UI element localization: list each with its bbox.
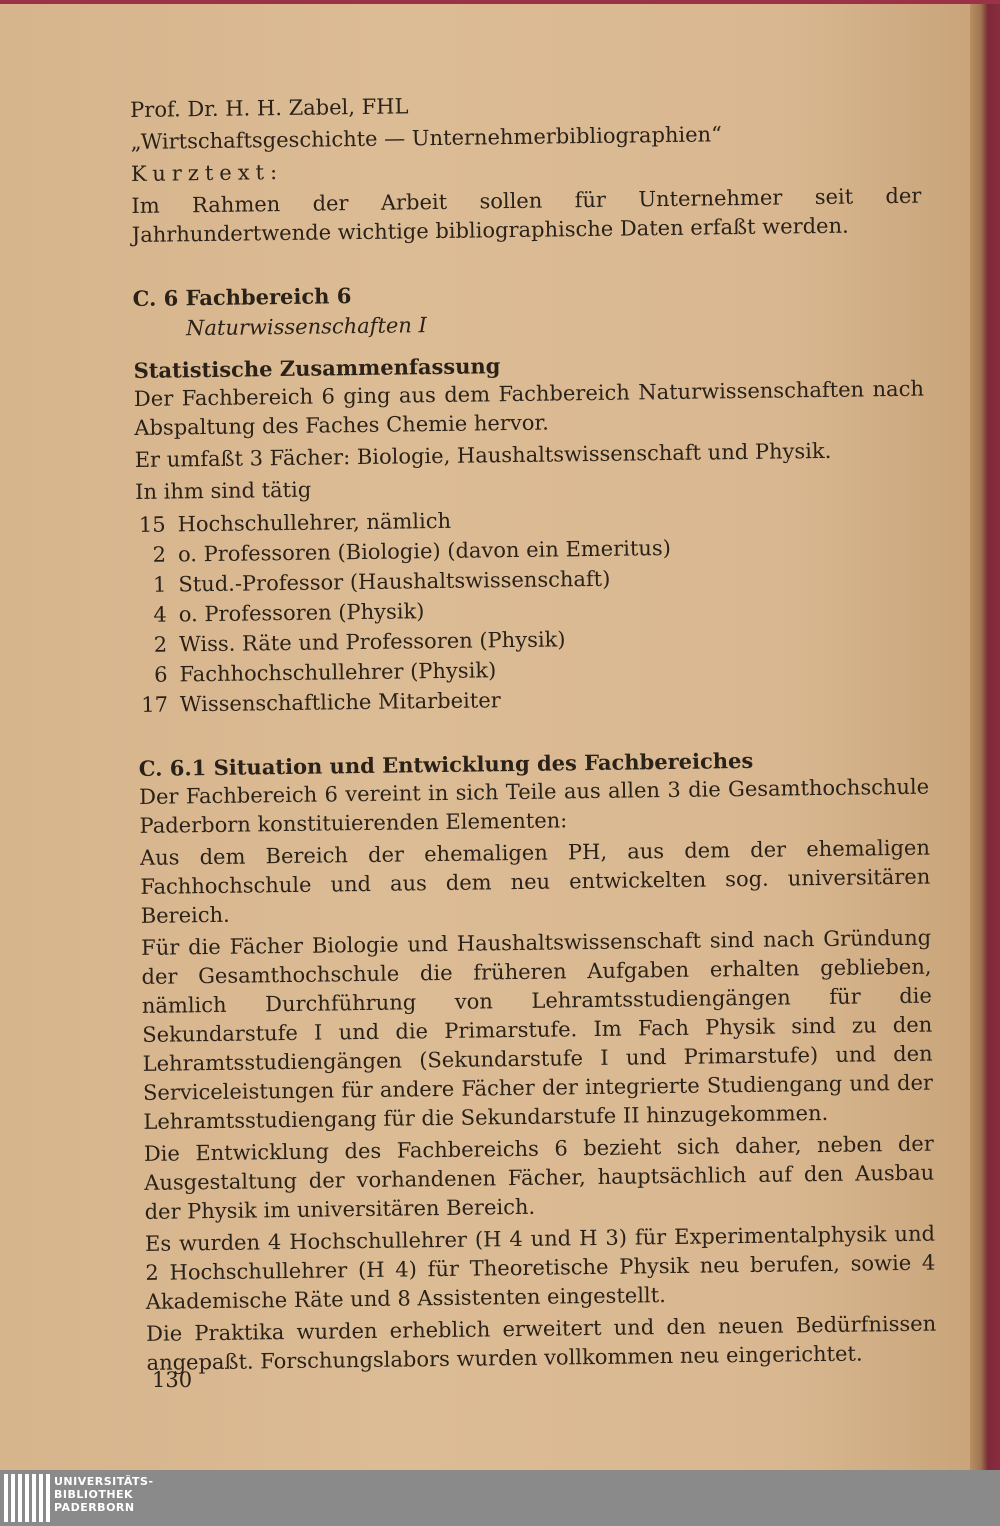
staff-list bbox=[135, 500, 928, 720]
staff-label: Wiss. Räte und Professoren (Physik) bbox=[179, 627, 566, 657]
staff-label: o. Professoren (Physik) bbox=[178, 599, 425, 627]
paragraph: Er umfaßt 3 Fächer: Biologie, Haushaltswissenschaft und Physik. bbox=[134, 438, 832, 472]
staff-label: Stud.-Professor (Haushaltswissenschaft) bbox=[178, 566, 611, 597]
staff-count: 17 bbox=[141, 692, 169, 717]
staff-count: 6 bbox=[154, 662, 168, 687]
stat-heading: Statistische Zusammenfassung bbox=[133, 353, 501, 383]
section-heading: C. 6.1 Situation und Entwicklung des Fachbereiches bbox=[138, 747, 754, 781]
staff-count: 2 bbox=[152, 542, 167, 567]
paragraph: Für die Fächer Biologie und Haushaltswissenschaft sind nach Gründung der Gesamthochschule die früheren Aufgaben erhalten geblieben, nämlich Durchführung von Lehramtsstudiengängen für die Sekundarstufe I und die Primarstufe. Im Fach Physik sind zu den Lehramtsstudiengängen (Sekundarstufe I und Primarstufe) und den Serviceleistungen für andere Fächer der integrierte Studiengang und der Lehramtsstudiengang für die Sekundarstufe II hinzugekommen. bbox=[140, 925, 934, 1134]
logo-line: BIBLIOTHEK bbox=[54, 1488, 134, 1501]
page-number: 130 bbox=[152, 1368, 193, 1392]
section-subtitle: Naturwissenschaften I bbox=[185, 313, 428, 341]
paragraph: Die Entwicklung des Fachbereichs 6 bezieht sich daher, neben der Ausgestaltung der vorhandenen Fächer, hauptsächlich auf den Ausbau der Physik im universitären Bereich. bbox=[143, 1131, 935, 1224]
section-situation bbox=[139, 744, 937, 1378]
kurztext-label: Kurztext: bbox=[130, 160, 284, 186]
paragraph: Die Praktika wurden erheblich erweitert und den neuen Bedürfnissen angepaßt. Forschungslabors wurden vollkommen neu eingerichtet. bbox=[146, 1311, 937, 1375]
paragraph: Der Fachbereich 6 vereint in sich Teile aus allen 3 die Gesamthochschule Paderborn konstituierenden Elementen: bbox=[139, 774, 930, 838]
logo-line: PADERBORN bbox=[54, 1501, 135, 1514]
paragraph: Der Fachbereich 6 ging aus dem Fachbereich Naturwissenschaften nach Abspaltung des Faches Chemie hervor. bbox=[133, 376, 925, 440]
staff-label: Fachhochschullehrer (Physik) bbox=[179, 658, 497, 687]
staff-count: 4 bbox=[153, 602, 167, 627]
paragraph: Aus dem Bereich der ehemaligen PH, aus dem der ehemaligen Fachhochschule und aus dem neu entwickelten sog. universitären Bereich. bbox=[139, 835, 931, 928]
staff-count: 1 bbox=[152, 572, 167, 597]
staff-intro: In ihm sind tätig bbox=[135, 477, 312, 504]
staff-label: Wissenschaftliche Mitarbeiter bbox=[179, 688, 501, 717]
staff-count: 15 bbox=[138, 512, 166, 537]
project-title: „Wirtschaftsgeschichte — Unternehmerbibliographien“ bbox=[130, 122, 723, 154]
library-logo-icon bbox=[4, 1474, 50, 1522]
library-logo-text bbox=[54, 1475, 154, 1514]
page-content bbox=[130, 86, 937, 1381]
kurztext-body: Im Rahmen der Arbeit sollen für Unternehmer seit der Jahrhundertwende wichtige bibliographische Daten erfaßt werden. bbox=[131, 183, 922, 247]
logo-line: UNIVERSITÄTS- bbox=[54, 1475, 154, 1488]
book-spine bbox=[970, 0, 1000, 1470]
paragraph: Es wurden 4 Hochschullehrer (H 4 und H 3) für Experimentalphysik und 2 Hochschullehrer (H 4) für Theoretische Physik neu berufen, sowie 4 Akademische Räte und 8 Assistenten eingestellt. bbox=[144, 1221, 936, 1314]
section-heading: C. 6 Fachbereich 6 bbox=[132, 283, 352, 311]
section-fachbereich-6 bbox=[132, 274, 928, 720]
staff-label: o. Professoren (Biologie) (davon ein Emeritus) bbox=[177, 535, 671, 567]
staff-label: Hochschullehrer, nämlich bbox=[177, 508, 452, 537]
staff-count: 2 bbox=[153, 632, 168, 657]
page-top-edge bbox=[0, 0, 1000, 4]
library-footer bbox=[0, 1470, 1000, 1526]
author-line: Prof. Dr. H. H. Zabel, FHL bbox=[130, 94, 409, 122]
